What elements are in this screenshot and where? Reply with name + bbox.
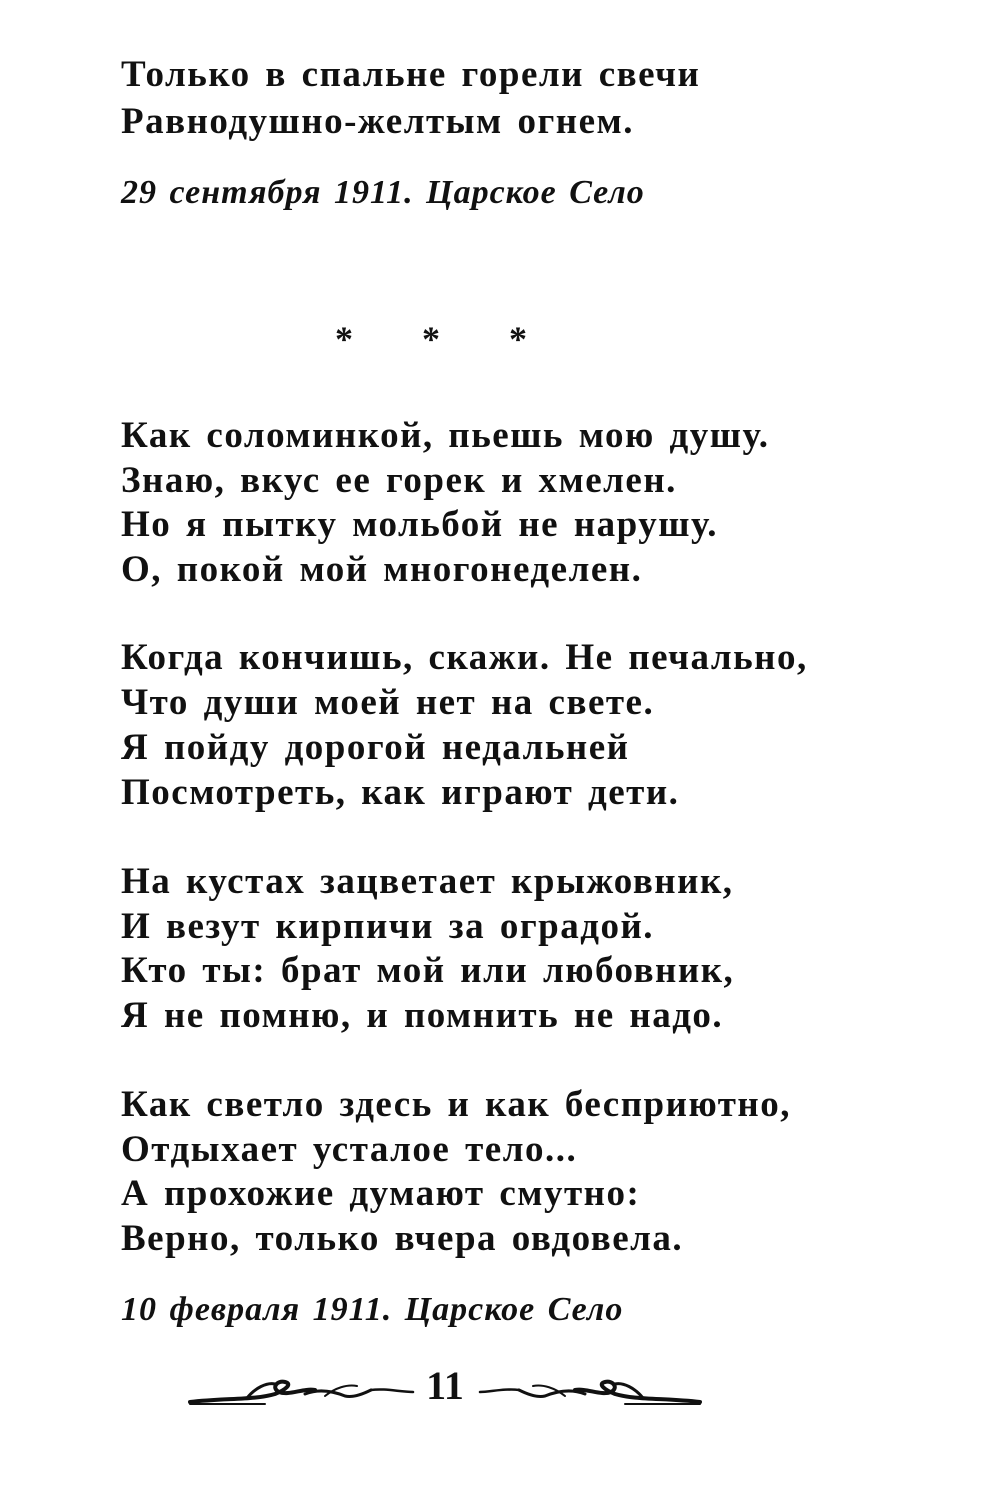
- poem-line: Но я пытку мольбой не нарушу.: [121, 504, 719, 545]
- poem-line: Посмотреть, как играют дети.: [121, 772, 680, 813]
- poem-line: О, покой мой многонеделен.: [121, 549, 643, 590]
- poem-date: 10 февраля 1911. Царское Село: [121, 1291, 624, 1328]
- poem-line: А прохожие думают смутно:: [121, 1173, 641, 1214]
- poem-line: Равнодушно-желтым огнем.: [121, 101, 634, 142]
- poem-line: Я пойду дорогой недальней: [121, 727, 630, 768]
- poem-line: Отдыхает усталое тело...: [121, 1129, 578, 1170]
- poem-line: Я не помню, и помнить не надо.: [121, 995, 724, 1036]
- poem-line: Что души моей нет на свете.: [121, 682, 655, 723]
- page-number: 11: [426, 1363, 464, 1408]
- poem-date: 29 сентября 1911. Царское Село: [121, 174, 645, 211]
- poem-line: На кустах зацветает крыжовник,: [121, 861, 734, 902]
- poem-line: Верно, только вчера овдовела.: [121, 1218, 684, 1259]
- poem-line: Как соломинкой, пьешь мою душу.: [121, 415, 770, 456]
- poem-line: Кто ты: брат мой или любовник,: [121, 950, 735, 991]
- poem-line: Когда кончишь, скажи. Не печально,: [121, 637, 808, 678]
- poem-line: Знаю, вкус ее горек и хмелен.: [121, 460, 677, 501]
- section-separator: * * *: [335, 319, 557, 359]
- poem-line: И везут кирпичи за оградой.: [121, 906, 655, 947]
- poem-line: Только в спальне горели свечи: [121, 54, 701, 95]
- poem-line: Как светло здесь и как бесприютно,: [121, 1084, 791, 1125]
